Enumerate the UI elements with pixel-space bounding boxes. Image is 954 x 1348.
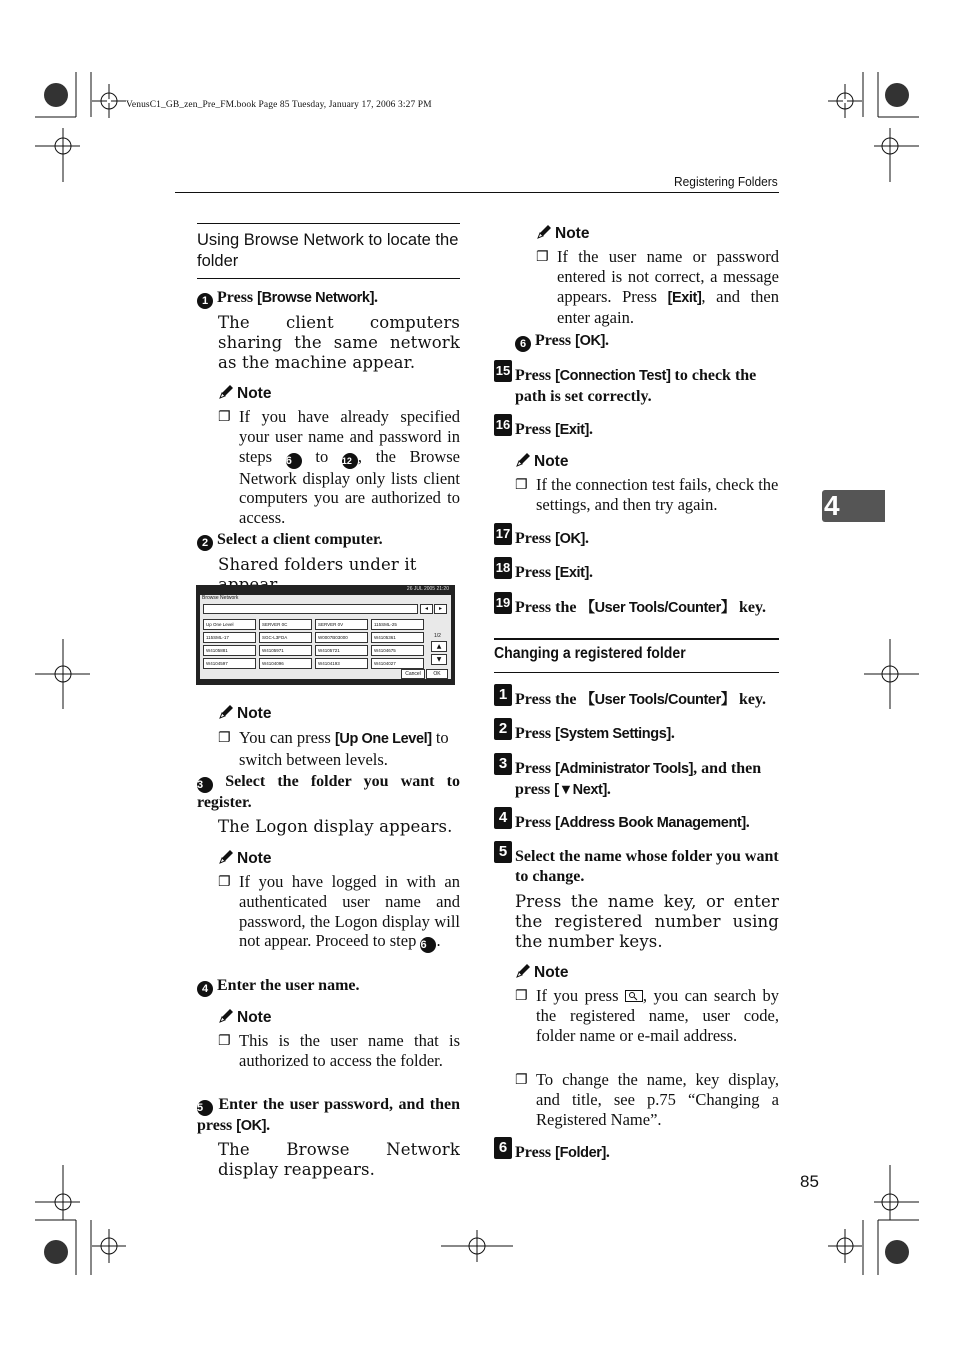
step-1-text: Press (217, 289, 258, 306)
step-3-text: Select the folder you want to register. (197, 773, 460, 811)
note-text-end: . (436, 931, 441, 951)
step-16-heading (515, 420, 593, 441)
screen-up-one-level: Up One Level (203, 619, 256, 630)
note-label: Note (237, 705, 272, 722)
address-book-management-key: [Address Book Management] (555, 815, 746, 831)
change-step-5-body: Press the name key, or enter the registered number using the number keys. (515, 892, 779, 951)
screen-item: 115SML-17 (203, 632, 256, 643)
screen-item: W4104027 (371, 658, 424, 669)
step-5-number: 5 (197, 1100, 213, 1116)
sub-step-6-text: Press (535, 332, 576, 349)
screen-item: W4104597 (203, 658, 256, 669)
note-text-end: to switch between levels. (239, 728, 449, 769)
pencil-icon (515, 963, 531, 979)
screen-right-button: ▸ (434, 604, 447, 614)
checkbox-bullet-icon: ❐ (218, 409, 231, 425)
chapter-tab (822, 490, 885, 522)
pencil-icon (218, 1008, 234, 1024)
screen-item: W4105971 (259, 645, 312, 656)
change-step-2-heading (515, 724, 675, 745)
note-text-to: to (301, 446, 342, 466)
screen-item: W4104193 (315, 658, 368, 669)
step-17-heading (515, 529, 589, 550)
screen-left-button: ◂ (420, 604, 433, 614)
note-text: If you have already specified your user name and password in steps (239, 407, 460, 466)
note-text: You can press (239, 728, 335, 747)
step-4-text: Enter the user name. (217, 977, 360, 994)
pencil-icon (515, 452, 531, 468)
step-4-number: 4 (197, 981, 213, 997)
step-4-note-item (218, 1031, 460, 1071)
screen-up-arrow: ▲ (431, 641, 447, 652)
search-key-icon (625, 990, 643, 1002)
change-step-6-text: Press (515, 1144, 556, 1161)
step-18-end: . (589, 564, 593, 581)
section-title-browse: Using Browse Network to locate the folder (197, 231, 459, 270)
step-18-heading (515, 563, 593, 584)
step-1-note-label (218, 384, 271, 403)
change-step-2-number: 2 (494, 718, 512, 740)
step-1-heading (197, 288, 462, 309)
browse-network-screenshot (196, 585, 455, 685)
screen-title: Browse Network (202, 595, 239, 601)
step-3-body: The Logon display appears. (218, 817, 453, 836)
change-step-4-heading (515, 813, 750, 834)
change-step-1-text: Press the (515, 691, 581, 708)
step-ref-12: 12 (342, 453, 358, 469)
step-3-heading (197, 772, 460, 813)
change-step-4-marker (494, 807, 512, 829)
step-2-text: Select a client computer. (217, 531, 383, 548)
step-18-text: Press (515, 564, 556, 581)
change-step-1-heading (515, 690, 766, 711)
note-label: Note (237, 385, 272, 402)
folder-key: [Folder] (555, 1145, 606, 1161)
screen-item: SERVER 0C (259, 619, 312, 630)
change-step-3-text: Press (515, 760, 556, 777)
note-label: Note (237, 1009, 272, 1026)
change-step-5-heading: Select the name whose folder you want to change. (515, 848, 779, 885)
note-label: Note (534, 964, 569, 981)
change-step-2-text: Press (515, 725, 556, 742)
note-text: To change the name, key display, and title, see p.75 “Changing a Registered Name”. (536, 1070, 779, 1129)
change-step-3-mid: , and then press (515, 760, 762, 798)
screen-item: W4105881 (203, 645, 256, 656)
sub-step-6-heading (515, 331, 609, 352)
step-2-number: 2 (197, 535, 213, 551)
step-17-number: 17 (494, 523, 512, 545)
screen-grid (203, 619, 427, 669)
exit-key: [Exit] (555, 565, 589, 581)
step-2-note-item (218, 728, 462, 770)
pencil-icon (218, 704, 234, 720)
note-label: Note (237, 850, 272, 867)
change-step-6-number: 6 (494, 1137, 512, 1159)
step-4-note-label (218, 1008, 271, 1027)
step-18-number: 18 (494, 557, 512, 579)
user-tools-counter-key: 【User Tools/Counter】 (580, 692, 735, 708)
checkbox-bullet-icon: ❐ (515, 1072, 528, 1088)
change-step-1-number: 1 (494, 684, 512, 706)
ok-key: [OK] (555, 531, 585, 547)
step-16-end: . (589, 421, 593, 438)
step-16-marker (494, 414, 512, 436)
screen-ok-button: OK (426, 669, 448, 679)
step-3-note-item (218, 872, 460, 953)
change-step-4-end: . (745, 814, 750, 831)
browse-network-key: [Browse Network] (257, 290, 375, 306)
step-19-end: key. (734, 599, 767, 616)
step-5-text: Enter the user password, and then press (197, 1096, 461, 1134)
pencil-icon (536, 224, 552, 240)
step-19-text: Press the (515, 599, 581, 616)
step-16-note-label (515, 452, 568, 471)
connection-test-key: [Connection Test] (555, 368, 671, 384)
step-4-heading (197, 976, 462, 997)
change-step-5-note-label (515, 963, 568, 982)
note-label: Note (555, 225, 590, 242)
checkbox-bullet-icon: ❐ (218, 730, 231, 746)
screen-down-arrow: ▼ (431, 654, 447, 665)
change-step-2-marker (494, 718, 512, 740)
file-info-header: VenusC1_GB_zen_Pre_FM.book Page 85 Tuesday, January 17, 2006 3:27 PM (126, 100, 432, 110)
checkbox-bullet-icon: ❐ (515, 988, 528, 1004)
step-19-number: 19 (494, 592, 512, 614)
change-step-2-end: . (670, 725, 675, 742)
screen-item: 115SML-25 (371, 619, 424, 630)
user-tools-counter-key: 【User Tools/Counter】 (580, 600, 735, 616)
screen-page-indicator: 1/2 (434, 633, 441, 639)
checkbox-bullet-icon: ❐ (536, 249, 549, 265)
note-text: If you have logged in with an authenticated user name and password, the Logon display will not appear. Proceed to step (239, 872, 460, 951)
change-step-3-end: . (606, 780, 611, 798)
section-rule-bottom (197, 278, 460, 279)
change-step-4-number: 4 (494, 807, 512, 829)
screen-clock: 26 JUL 2005 21:20 (406, 586, 449, 592)
step-2-note-label (218, 704, 271, 723)
next-key: [▼Next] (554, 781, 607, 798)
change-step-4-text: Press (515, 814, 556, 831)
step-2-heading (197, 530, 462, 551)
change-step-3-marker (494, 753, 512, 775)
sub-step-6-end: . (604, 332, 609, 349)
step-17-end: . (584, 530, 589, 547)
system-settings-key: [System Settings] (555, 726, 671, 742)
pencil-icon (218, 384, 234, 400)
checkbox-bullet-icon: ❐ (515, 477, 528, 493)
change-step-5-marker (494, 841, 512, 863)
step-16-number: 16 (494, 414, 512, 436)
chapter-number: 4 (824, 490, 840, 521)
step-15-end: to check the path is set correctly. (515, 367, 757, 405)
checkbox-bullet-icon: ❐ (218, 874, 231, 890)
section-rule-top (197, 223, 460, 224)
screen-cancel-button: Cancel (401, 669, 425, 679)
screen-item: W4105361 (371, 632, 424, 643)
top-note-label (536, 224, 589, 243)
ok-key: [OK] (236, 1118, 267, 1134)
step-15-number: 15 (494, 360, 512, 382)
note-text: If you press (536, 986, 625, 1005)
up-one-level-key: [Up One Level] (334, 731, 432, 747)
step-19-marker (494, 592, 512, 614)
step-1-note-item (218, 407, 460, 528)
change-step-6-end: . (605, 1144, 610, 1161)
step-ref-6: 6 (420, 937, 436, 953)
step-1-number: 1 (197, 293, 213, 309)
note-text-end: , and then enter again. (557, 286, 779, 328)
step-2-body: Shared folders under it (218, 555, 417, 574)
administrator-tools-key: [Administrator Tools] (555, 761, 694, 777)
step-15-heading (515, 366, 780, 406)
note-text: If the user name or password entered is not correct, a message appears. Press (557, 247, 779, 306)
step-3-number: 3 (197, 777, 213, 793)
running-title: Registering Folders (674, 174, 778, 189)
note-label: Note (534, 453, 569, 470)
top-note-item (536, 247, 779, 328)
note-text-end: , the Browse Network display only lists client computers you are authorized to access. (239, 446, 460, 528)
screen-item: W4104096 (259, 658, 312, 669)
change-step-3-heading (515, 759, 780, 800)
header-rule (175, 192, 779, 193)
step-1-body: The client computers sharing the same network as the machine appear. (218, 313, 460, 372)
section2-rule-top (494, 638, 779, 640)
change-step-5-number: 5 (494, 841, 512, 863)
screen-item: W0007B03000 (315, 632, 368, 643)
change-step-5-note-item-1 (515, 986, 779, 1045)
screen-item: SERVER 0V (315, 619, 368, 630)
step-5-end: . (266, 1117, 271, 1134)
page-number: 85 (800, 1172, 819, 1191)
step-15-text: Press (515, 367, 556, 384)
change-step-6-marker (494, 1137, 512, 1159)
checkbox-bullet-icon: ❐ (218, 1033, 231, 1049)
change-step-1-end: key. (734, 691, 767, 708)
step-17-text: Press (515, 530, 556, 547)
step-5-heading (197, 1095, 460, 1137)
screen-path-field (203, 604, 418, 614)
step-19-heading (515, 598, 766, 619)
change-step-6-heading (515, 1143, 610, 1164)
step-ref-6: 6 (286, 453, 302, 469)
section-title-changing: Changing a registered folder (494, 645, 686, 662)
step-16-text: Press (515, 421, 556, 438)
exit-key: [Exit] (667, 289, 702, 306)
note-text: This is the user name that is authorized to access the folder. (239, 1031, 460, 1070)
screen-item: W4105721 (315, 645, 368, 656)
note-text-end: , you can search by the registered name, user code, folder name or e-mail address. (536, 986, 779, 1045)
sub-step-6-number: 6 (515, 336, 531, 352)
screen-item: W4104675 (371, 645, 424, 656)
screen-item: SGC-L3FDA (259, 632, 312, 643)
section2-rule-bottom (494, 672, 779, 673)
step-18-marker (494, 557, 512, 579)
change-step-1-marker (494, 684, 512, 706)
ok-key: [OK] (575, 333, 605, 349)
exit-key: [Exit] (555, 422, 589, 438)
step-15-marker (494, 360, 512, 382)
change-step-3-number: 3 (494, 753, 512, 775)
step-16-note-item (515, 475, 781, 515)
step-17-marker (494, 523, 512, 545)
change-step-5-note-item-2 (515, 1070, 779, 1129)
step-1-end: . (374, 289, 379, 306)
pencil-icon (218, 849, 234, 865)
step-3-note-label (218, 849, 271, 868)
note-text: If the connection test fails, check the settings, and then try again. (536, 475, 779, 514)
step-5-body: The Browse Network display reappears. (218, 1140, 460, 1179)
